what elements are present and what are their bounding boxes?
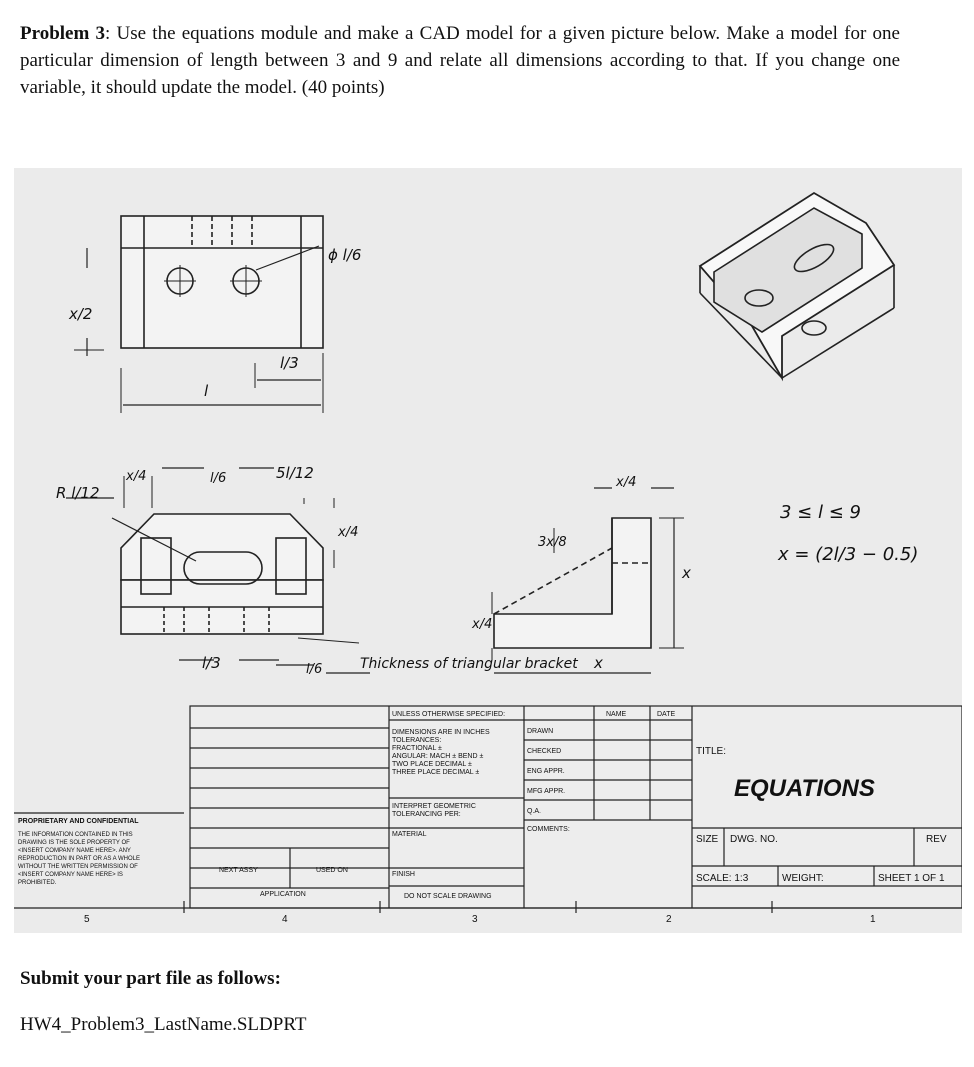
tb-checked: CHECKED [527,748,562,755]
tb-prop-3: <INSERT COMPANY NAME HERE>. ANY [18,848,131,854]
tb-sheet: SHEET 1 OF 1 [878,873,945,884]
problem-statement [20,20,900,101]
tb-tolerancing: TOLERANCING PER: [392,811,461,818]
tb-dwg-no: DWG. NO. [730,834,778,845]
tb-tolerances: TOLERANCES: [392,737,442,744]
dim-l-third-top: l/3 [280,354,299,372]
dim-x-half: x/2 [69,305,93,323]
tb-fractional: FRACTIONAL ± [392,745,442,752]
drawing-svg [14,168,962,933]
tb-weight: WEIGHT: [782,873,824,884]
tb-zone-2: 2 [666,914,672,925]
dim-x-side-width: x [594,654,603,672]
tb-prop-4: REPRODUCTION IN PART OR AS A WHOLE [18,856,141,862]
equation-x: x = (2l/3 − 0.5) [778,544,919,565]
dim-x-quarter-drop: x/4 [338,525,359,540]
tb-two-place: TWO PLACE DECIMAL ± [392,761,472,768]
dim-r-l12: R l/12 [56,484,100,502]
dim-l-third-bottom: l/3 [202,654,221,672]
dim-3x8: 3x/8 [538,535,567,550]
tb-comments: COMMENTS: [527,826,570,833]
tb-zone-3: 3 [472,914,478,925]
tb-title-label: TITLE: [696,746,727,757]
dim-5l12: 5l/12 [276,464,314,482]
tb-finish: FINISH [392,871,415,878]
dim-l-sixth-bottom: l/6 [306,662,323,677]
dim-x-quarter-front: x/4 [472,617,493,632]
problem-text: : Use the equations module and make a CAD model for a given picture below. Make a model for one particular dimension of length between 3 and 9 and relate all dimensions according to that. If you change one variable, it should update the model. (40 points) [20,23,900,98]
tb-drawn: DRAWN [527,728,554,735]
tb-prop-5: WITHOUT THE WRITTEN PERMISSION OF [18,864,138,870]
tb-zone-1: 1 [870,914,876,925]
tb-prop-1: THE INFORMATION CONTAINED IN THIS [18,832,133,838]
tb-material: MATERIAL [392,831,427,838]
tb-qa: Q.A. [527,808,542,815]
dim-l-sixth: l/6 [210,471,227,486]
tb-name: NAME [606,711,627,718]
dim-x-quarter-left: x/4 [126,469,147,484]
tb-angular: ANGULAR: MACH ± BEND ± [392,753,484,760]
top-view [74,216,323,413]
submit-title: Submit your part file as follows: [20,968,281,989]
tb-next-assy: NEXT ASSY [219,867,258,874]
tb-prop-2: DRAWING IS THE SOLE PROPERTY OF [18,840,130,846]
tb-three-place: THREE PLACE DECIMAL ± [392,769,480,776]
tb-rev: REV [926,834,947,845]
tb-used-on: USED ON [316,867,348,874]
dim-l-top: l [204,382,209,400]
tb-interpret: INTERPRET GEOMETRIC [392,803,476,810]
dim-x-quarter-side: x/4 [616,475,637,490]
equation-range: 3 ≤ l ≤ 9 [780,502,861,523]
tb-application: APPLICATION [260,891,306,898]
note-thickness: Thickness of triangular bracket [360,656,578,672]
tb-proprietary-title: PROPRIETARY AND CONFIDENTIAL [18,818,139,825]
problem-label: Problem 3 [20,23,106,44]
tb-zone-5: 5 [84,914,90,925]
tb-size: SIZE [696,834,719,845]
tb-dims-in: DIMENSIONS ARE IN INCHES [392,729,490,736]
isometric-view [700,193,894,378]
tb-title-value: EQUATIONS [734,775,875,802]
dim-hole-dia: ϕ l/6 [328,246,362,264]
tb-eng-appr: ENG APPR. [527,768,565,775]
tb-unless: UNLESS OTHERWISE SPECIFIED: [392,711,506,718]
tb-zone-4: 4 [282,914,288,925]
tb-do-not-scale: DO NOT SCALE DRAWING [404,893,492,900]
tb-date: DATE [657,711,676,718]
submit-filename: HW4_Problem3_LastName.SLDPRT [20,1014,307,1035]
tb-scale: SCALE: 1:3 [696,873,749,884]
tb-prop-6: <INSERT COMPANY NAME HERE> IS [18,872,123,878]
dim-x-side-height: x [682,564,691,582]
engineering-drawing [14,168,962,933]
iso-hole-2 [802,321,826,335]
tb-mfg-appr: MFG APPR. [527,788,566,795]
front-view [66,468,370,673]
tb-prop-7: PROHIBITED. [18,880,57,886]
side-view [492,488,684,673]
